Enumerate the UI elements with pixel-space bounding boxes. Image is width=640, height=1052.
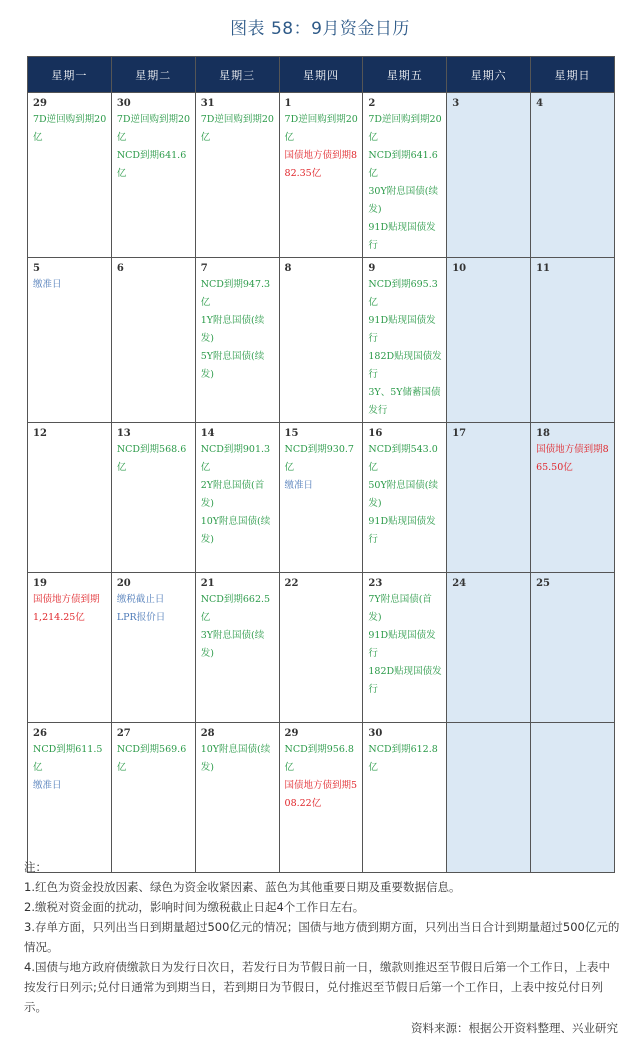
- calendar-event: 7D逆回购到期20亿: [200, 114, 274, 143]
- calendar-day-cell: [279, 93, 363, 258]
- day-number: 7: [200, 263, 208, 274]
- calendar-day-cell: [195, 258, 279, 423]
- calendar-table: [27, 56, 615, 873]
- calendar-event: 91D贴现国债发行: [368, 315, 436, 344]
- calendar-event: NCD到期930.7亿: [284, 444, 354, 473]
- calendar-day-cell: [531, 573, 615, 723]
- calendar-event: NCD到期641.6亿: [116, 150, 187, 179]
- day-number: 6: [116, 263, 124, 274]
- day-number: 29: [33, 98, 47, 109]
- calendar-event: NCD到期695.3亿: [368, 279, 438, 308]
- day-number: 5: [33, 263, 40, 274]
- day-number: 11: [536, 263, 550, 274]
- day-number: 8: [284, 263, 292, 274]
- day-number: 9: [368, 263, 376, 274]
- calendar-event: 3Y附息国债(续发): [200, 630, 265, 659]
- weekday-header: 星期日: [531, 57, 615, 93]
- calendar-day-cell: [279, 573, 363, 723]
- calendar-day-cell: [28, 258, 112, 423]
- calendar-day-cell: [28, 573, 112, 723]
- calendar-day-cell: [531, 258, 615, 423]
- calendar-event: NCD到期956.8亿: [284, 744, 354, 773]
- calendar-day-cell: [28, 423, 112, 573]
- calendar-event: 91D贴现国债发行: [368, 630, 436, 659]
- day-number: 12: [33, 428, 47, 439]
- calendar-event: 3Y、5Y储蓄国债发行: [368, 387, 441, 416]
- calendar-day-cell: [447, 423, 531, 573]
- day-number: 13: [116, 428, 131, 439]
- note-line: 1.红色为资金投放因素、绿色为资金收紧因素、蓝色为其他重要日期及重要数据信息。: [24, 880, 461, 894]
- calendar-event: 缴准日: [284, 480, 314, 491]
- calendar-week-row: [28, 258, 615, 423]
- calendar-event: 10Y附息国债(续发): [200, 744, 271, 773]
- weekday-header: 星期三: [195, 57, 279, 93]
- calendar-day-cell: [28, 93, 112, 258]
- calendar-event: 缴税截止日: [116, 594, 165, 605]
- weekday-header: 星期一: [28, 57, 112, 93]
- day-number: 14: [200, 428, 215, 439]
- day-number: 19: [33, 578, 47, 589]
- calendar-day-cell: [531, 723, 615, 873]
- calendar-event: 7D逆回购到期20亿: [284, 114, 358, 143]
- day-number: 1: [284, 98, 292, 109]
- calendar-day-cell: [111, 258, 195, 423]
- calendar-week-row: [28, 573, 615, 723]
- calendar-event: 国债地方债到期865.50亿: [536, 444, 609, 473]
- day-number: 15: [284, 428, 299, 439]
- calendar-event: 50Y附息国债(续发): [368, 480, 438, 509]
- calendar-day-cell: [111, 723, 195, 873]
- day-number: 18: [536, 428, 550, 439]
- calendar-day-cell: [447, 723, 531, 873]
- calendar-event: 国债地方债到期508.22亿: [284, 780, 358, 809]
- calendar-event: NCD到期568.6亿: [116, 444, 187, 473]
- calendar-day-cell: [195, 423, 279, 573]
- day-number: 4: [536, 98, 544, 109]
- day-number: 31: [200, 98, 215, 109]
- calendar-week-row: [28, 423, 615, 573]
- calendar-day-cell: [447, 93, 531, 258]
- calendar-event: NCD到期901.3亿: [200, 444, 271, 473]
- source-note: 资料来源：根据公开资料整理、兴业研究: [411, 1021, 618, 1035]
- calendar-event: NCD到期947.3亿: [200, 279, 271, 308]
- calendar-event: NCD到期662.5亿: [200, 594, 271, 623]
- calendar-day-cell: [363, 93, 447, 258]
- day-number: 3: [452, 98, 460, 109]
- day-number: 17: [452, 428, 467, 439]
- calendar-event: 国债地方债到期1,214.25亿: [33, 594, 100, 623]
- calendar-event: 缴准日: [33, 279, 62, 290]
- calendar-day-cell: [447, 573, 531, 723]
- weekday-header: 星期四: [279, 57, 363, 93]
- chart-title: 图表 58：9月资金日历: [230, 19, 410, 39]
- calendar-event: 7Y附息国债(首发): [368, 594, 432, 623]
- calendar-day-cell: [111, 423, 195, 573]
- day-number: 2: [368, 98, 376, 109]
- note-line: 3.存单方面，只列出当日到期量超过500亿元的情况；国债与地方债到期方面，只列出当日合计到期量超过500亿元的情况。: [24, 920, 620, 954]
- calendar-day-cell: [195, 93, 279, 258]
- calendar-day-cell: [531, 93, 615, 258]
- calendar-day-cell: [363, 258, 447, 423]
- calendar-event: NCD到期543.0亿: [368, 444, 438, 473]
- calendar-event: LPR报价日: [116, 612, 166, 623]
- calendar-day-cell: [279, 258, 363, 423]
- calendar-event: 7D逆回购到期20亿: [33, 114, 107, 143]
- weekday-header: 星期六: [447, 57, 531, 93]
- calendar-event: 1Y附息国债(续发): [200, 315, 265, 344]
- day-number: 30: [116, 98, 131, 109]
- calendar-event: 2Y附息国债(首发): [200, 480, 265, 509]
- calendar-event: 缴准日: [33, 780, 62, 791]
- notes: [24, 857, 620, 1017]
- calendar-event: NCD到期612.8亿: [368, 744, 438, 773]
- day-number: 20: [116, 578, 131, 589]
- calendar-week-row: [28, 723, 615, 873]
- calendar-day-cell: [363, 723, 447, 873]
- day-number: 27: [116, 728, 131, 739]
- calendar-day-cell: [363, 423, 447, 573]
- day-number: 25: [536, 578, 550, 589]
- calendar-day-cell: [279, 723, 363, 873]
- calendar-event: 10Y附息国债(续发): [200, 516, 271, 545]
- calendar-day-cell: [28, 723, 112, 873]
- calendar-day-cell: [279, 423, 363, 573]
- calendar-event: NCD到期569.6亿: [116, 744, 187, 773]
- day-number: 22: [284, 578, 299, 589]
- calendar-event: 国债地方债到期882.35亿: [284, 150, 358, 179]
- calendar-day-cell: [111, 573, 195, 723]
- calendar-event: NCD到期641.6亿: [368, 150, 438, 179]
- calendar-week-row: [28, 93, 615, 258]
- calendar-event: 182D贴现国债发行: [368, 351, 442, 380]
- calendar-event: 91D贴现国债发行: [368, 222, 436, 251]
- weekday-header: 星期五: [363, 57, 447, 93]
- weekday-header-row: [28, 57, 615, 93]
- calendar-day-cell: [111, 93, 195, 258]
- day-number: 24: [452, 578, 467, 589]
- day-number: 10: [452, 263, 467, 274]
- calendar-event: 91D贴现国债发行: [368, 516, 436, 545]
- calendar-day-cell: [531, 423, 615, 573]
- calendar-event: 7D逆回购到期20亿: [368, 114, 442, 143]
- weekday-header: 星期二: [111, 57, 195, 93]
- calendar-day-cell: [195, 723, 279, 873]
- day-number: 16: [368, 428, 383, 439]
- note-line: 4.国债与地方政府债缴款日为发行日次日，若发行日为节假日前一日，缴款则推迟至节假日后第一个工作日，上表中按发行日列示;兑付日通常为到期当日，若到期日为节假日，兑付推迟至节假日后第一个工作日，上表中按兑付日列示。: [24, 960, 610, 1014]
- day-number: 30: [368, 728, 383, 739]
- day-number: 21: [200, 578, 215, 589]
- calendar-body: [28, 93, 615, 873]
- calendar-event: NCD到期611.5亿: [33, 744, 103, 773]
- calendar-day-cell: [195, 573, 279, 723]
- calendar-day-cell: [363, 573, 447, 723]
- calendar-event: 30Y附息国债(续发): [368, 186, 438, 215]
- calendar-event: 7D逆回购到期20亿: [116, 114, 191, 143]
- day-number: 26: [33, 728, 47, 739]
- day-number: 29: [284, 728, 299, 739]
- day-number: 28: [200, 728, 215, 739]
- note-line: 2.缴税对资金面的扰动，影响时间为缴税截止日起4个工作日左右。: [24, 900, 365, 914]
- calendar-day-cell: [447, 258, 531, 423]
- day-number: 23: [368, 578, 383, 589]
- calendar-event: 182D贴现国债发行: [368, 666, 442, 695]
- calendar-event: 5Y附息国债(续发): [200, 351, 265, 380]
- note-line: 注：: [24, 860, 47, 874]
